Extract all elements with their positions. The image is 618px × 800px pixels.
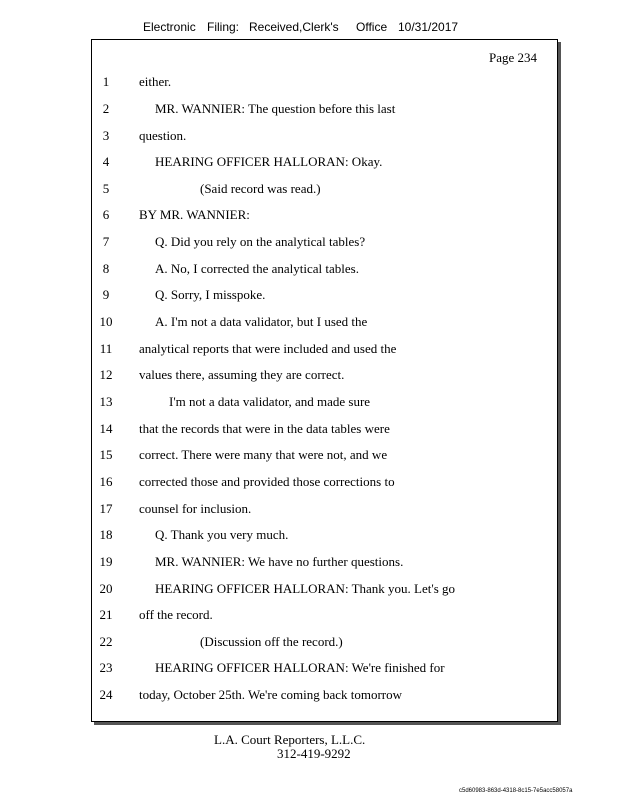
line-number: 15 <box>99 447 113 462</box>
line-text: HEARING OFFICER HALLORAN: Okay. <box>155 154 383 169</box>
transcript-line <box>92 607 557 627</box>
line-text: that the records that were in the data tables were <box>139 421 390 436</box>
transcript-line <box>92 367 557 387</box>
filing-header <box>0 20 618 38</box>
line-text: (Said record was read.) <box>200 181 321 196</box>
line-text: MR. WANNIER: The question before this last <box>155 101 396 116</box>
line-number: 19 <box>99 554 113 569</box>
line-text: HEARING OFFICER HALLORAN: Thank you. Let's go <box>155 581 456 596</box>
header-date: 10/31/2017 <box>398 20 459 34</box>
line-number: 8 <box>102 261 110 276</box>
line-number: 16 <box>99 474 113 489</box>
line-text: counsel for inclusion. <box>139 501 252 516</box>
page-number: Page 234 <box>488 50 537 65</box>
line-number: 2 <box>102 101 110 116</box>
line-text: corrected those and provided those corrections to <box>139 474 395 489</box>
line-text: analytical reports that were included and used the <box>139 341 397 356</box>
header-office: Office <box>356 20 388 34</box>
line-number: 9 <box>102 287 110 302</box>
line-text: today, October 25th. We're coming back tomorrow <box>139 687 403 702</box>
line-text: correct. There were many that were not, and we <box>139 447 388 462</box>
line-text: BY MR. WANNIER: <box>139 207 250 222</box>
reporter-company: L.A. Court Reporters, L.L.C. <box>214 732 366 747</box>
reporter-phone: 312-419-9292 <box>277 746 351 761</box>
line-number: 5 <box>102 181 110 196</box>
line-number: 20 <box>99 581 113 596</box>
line-text: MR. WANNIER: We have no further questions. <box>155 554 404 569</box>
line-text: (Discussion off the record.) <box>200 634 343 649</box>
header-electronic: Electronic <box>143 20 196 34</box>
line-number: 3 <box>102 128 110 143</box>
transcript-line <box>92 421 557 441</box>
line-number: 4 <box>102 154 110 169</box>
transcript-line <box>92 314 557 334</box>
transcript-line <box>92 634 557 654</box>
transcript-line <box>92 501 557 521</box>
line-number: 11 <box>99 341 113 356</box>
line-number: 23 <box>99 660 113 675</box>
transcript-line <box>92 128 557 148</box>
transcript-line <box>92 660 557 680</box>
line-text: values there, assuming they are correct. <box>139 367 345 382</box>
transcript-line <box>92 287 557 307</box>
line-number: 24 <box>99 687 113 702</box>
transcript-line <box>92 581 557 601</box>
line-text: Q. Did you rely on the analytical tables? <box>155 234 366 249</box>
line-text: A. No, I corrected the analytical tables. <box>155 261 359 276</box>
line-text: question. <box>139 128 187 143</box>
transcript-line <box>92 394 557 414</box>
transcript-line <box>92 341 557 361</box>
transcript-page <box>91 39 558 722</box>
line-text: Q. Thank you very much. <box>155 527 289 542</box>
transcript-line <box>92 527 557 547</box>
header-filing: Filing: <box>207 20 240 34</box>
line-text: either. <box>139 74 172 89</box>
transcript-line <box>92 234 557 254</box>
line-text: A. I'm not a data validator, but I used the <box>155 314 368 329</box>
line-text: HEARING OFFICER HALLORAN: We're finished for <box>155 660 445 675</box>
document-id: c5d60983-863d-4318-8c15-7e5acc58057a <box>459 788 573 794</box>
line-number: 1 <box>102 74 110 89</box>
transcript-line <box>92 554 557 574</box>
line-number: 17 <box>99 501 113 516</box>
line-number: 12 <box>99 367 113 382</box>
transcript-line <box>92 181 557 201</box>
line-text: off the record. <box>139 607 213 622</box>
transcript-line <box>92 207 557 227</box>
line-number: 10 <box>99 314 113 329</box>
transcript-line <box>92 154 557 174</box>
transcript-line <box>92 687 557 707</box>
line-number: 22 <box>99 634 113 649</box>
line-number: 14 <box>99 421 113 436</box>
line-text: I'm not a data validator, and made sure <box>169 394 371 409</box>
line-number: 6 <box>102 207 110 222</box>
line-number: 7 <box>102 234 110 249</box>
transcript-line <box>92 261 557 281</box>
transcript-line <box>92 101 557 121</box>
line-number: 18 <box>99 527 113 542</box>
header-received: Received,Clerk's <box>249 20 339 34</box>
line-number: 13 <box>99 394 113 409</box>
line-text: Q. Sorry, I misspoke. <box>155 287 266 302</box>
line-number: 21 <box>99 607 113 622</box>
transcript-line <box>92 447 557 467</box>
transcript-line <box>92 74 557 94</box>
transcript-line <box>92 474 557 494</box>
